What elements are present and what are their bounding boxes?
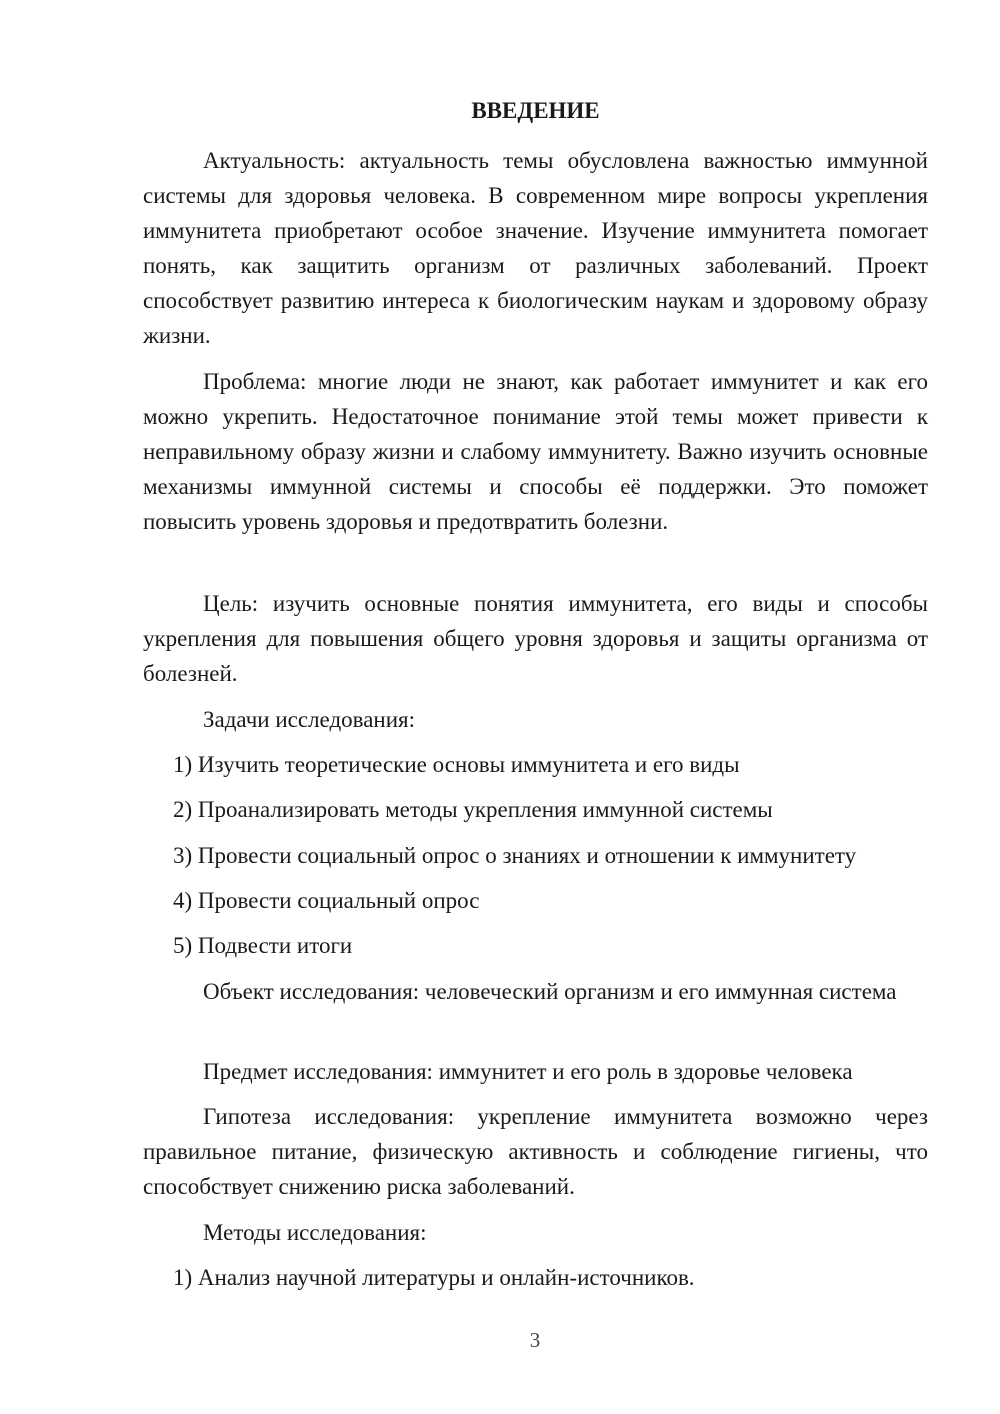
task-item: 1) Изучить теоретические основы иммунитета и его виды xyxy=(173,752,740,777)
methods-label: Методы исследования: xyxy=(203,1220,427,1245)
task-item: 2) Проанализировать методы укрепления иммунной системы xyxy=(173,797,773,822)
page-number: 3 xyxy=(529,1328,541,1352)
task-item: 5) Подвести итоги xyxy=(173,933,353,958)
hypothesis-paragraph: Гипотеза исследования: укрепление иммунитета возможно через правильное питание, физическую активность и соблюдение гигиены, что способствует снижению риска заболеваний. xyxy=(143,1104,928,1199)
problem-paragraph: Проблема: многие люди не знают, как работает иммунитет и как его можно укрепить. Недостаточное понимание этой темы может привести к неправильному образу жизни и слабому иммунитету. Важно изучить основные механизмы иммунной системы и способы её поддержки. Это поможет повысить уровень здоровья и предотвратить болезни. xyxy=(143,369,928,534)
section-heading: ВВЕДЕНИЕ xyxy=(471,98,600,123)
tasks-label: Задачи исследования: xyxy=(203,707,416,732)
method-item: 1) Анализ научной литературы и онлайн-источников. xyxy=(173,1265,695,1290)
task-item: 3) Провести социальный опрос о знаниях и отношении к иммунитету xyxy=(173,843,857,868)
object-paragraph: Объект исследования: человеческий организм и его иммунная система xyxy=(203,979,897,1004)
relevance-paragraph: Актуальность: актуальность темы обусловлена важностью иммунной системы для здоровья человека. В современном мире вопросы укрепления иммунитета приобретают особое значение. Изучение иммунитета помогает понять, как защитить организм от различных заболеваний. Проект способствует развитию интереса к биологическим наукам и здоровому образу жизни. xyxy=(143,148,928,348)
task-item: 4) Провести социальный опрос xyxy=(173,888,480,913)
subject-paragraph: Предмет исследования: иммунитет и его роль в здоровье человека xyxy=(203,1059,853,1084)
goal-paragraph: Цель: изучить основные понятия иммунитета, его виды и способы укрепления для повышения общего уровня здоровья и защиты организма от болезней. xyxy=(143,591,928,686)
